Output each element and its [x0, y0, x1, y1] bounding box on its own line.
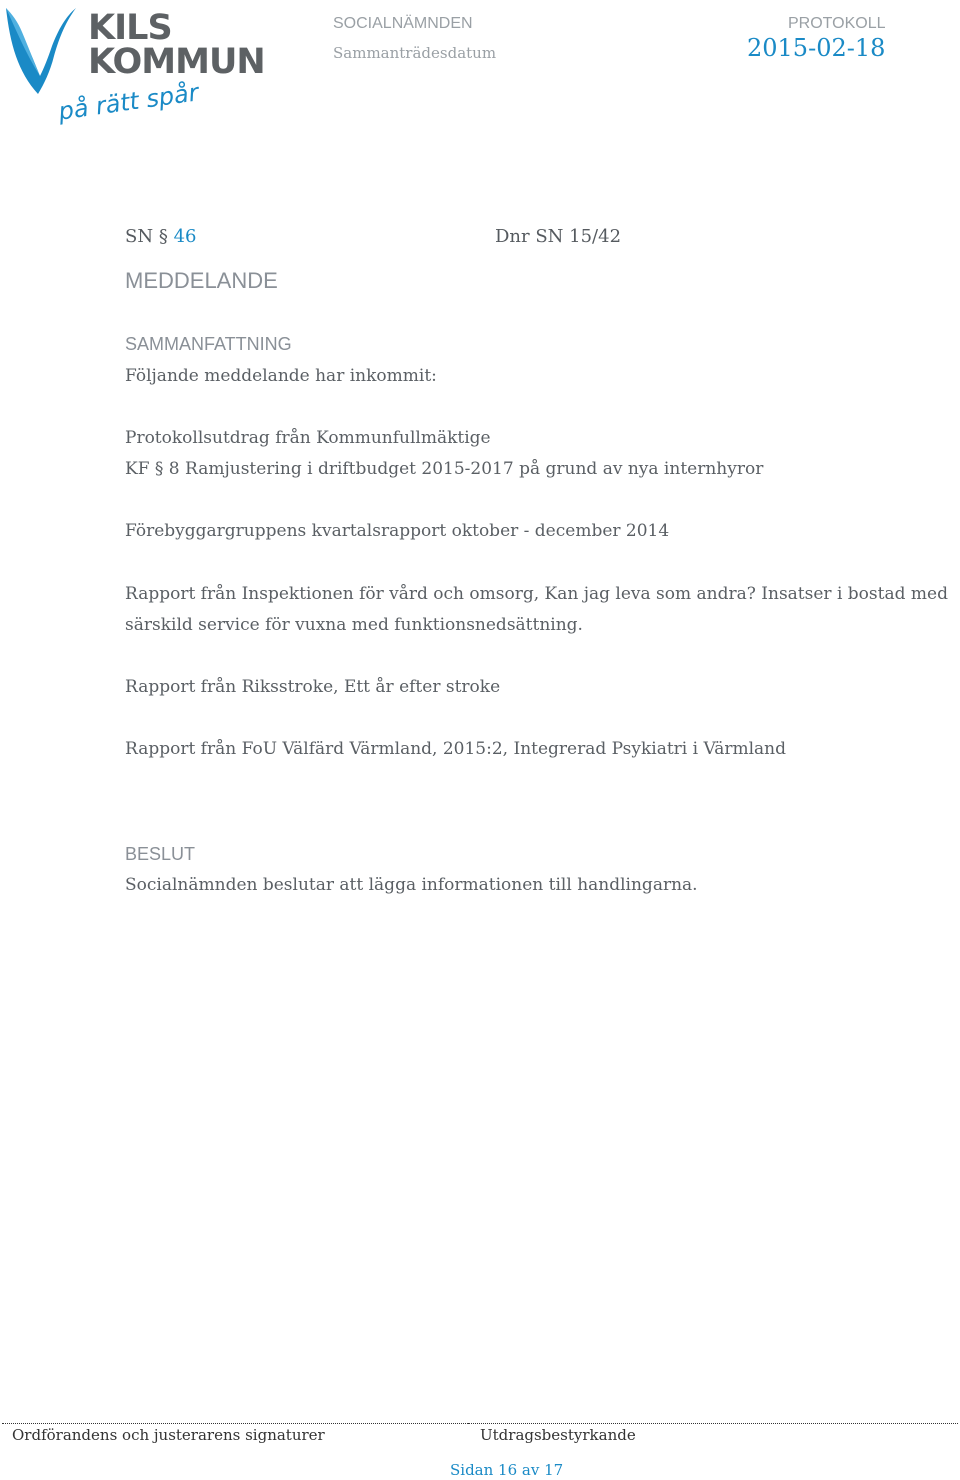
page-number: Sidan 16 av 17 [450, 1461, 564, 1479]
extract-label: Utdragsbestyrkande [480, 1426, 636, 1444]
extract-line [468, 1423, 958, 1424]
list-item: Rapport från FoU Välfärd Värmland, 2015:2, Integrerad Psykiatri i Värmland [125, 739, 786, 759]
logo-tagline: på rätt spår [56, 78, 201, 126]
logo-kommun-text: KOMMUN [88, 42, 265, 82]
decision-text: Socialnämnden beslutar att lägga informationen till handlingarna. [125, 875, 698, 895]
summary-heading: SAMMANFATTNING [125, 334, 292, 354]
case-paragraph [125, 226, 196, 247]
meeting-date: 2015-02-18 [747, 34, 886, 62]
decision-heading: BESLUT [125, 844, 196, 864]
case-number: 46 [173, 226, 197, 247]
page-title: MEDDELANDE [125, 268, 278, 293]
list-item: KF § 8 Ramjustering i driftbudget 2015-2017 på grund av nya internhyror [125, 459, 764, 479]
list-item: Rapport från Inspektionen för vård och omsorg, Kan jag leva som andra? Insatser i bostad med [125, 584, 948, 604]
summary-intro: Följande meddelande har inkommit: [125, 366, 437, 386]
list-item: Förebyggargruppens kvartalsrapport oktober - december 2014 [125, 521, 670, 541]
list-item: Rapport från Riksstroke, Ett år efter stroke [125, 677, 501, 697]
v-shield-icon [4, 6, 80, 98]
signatures-label: Ordförandens och justerarens signaturer [12, 1426, 325, 1444]
case-dnr: Dnr SN 15/42 [495, 226, 622, 247]
list-item: Protokollsutdrag från Kommunfullmäktige [125, 428, 491, 448]
paragraph-sign: § [158, 226, 168, 247]
case-prefix: SN [125, 226, 154, 247]
signature-line [2, 1423, 468, 1424]
meeting-date-label: Sammanträdesdatum [333, 44, 497, 62]
logo-kils-text: KILS [88, 8, 172, 48]
list-item: särskild service för vuxna med funktionsnedsättning. [125, 615, 583, 635]
doc-type: PROTOKOLL [788, 15, 886, 32]
kils-kommun-logo [4, 4, 265, 134]
committee-name: SOCIALNÄMNDEN [333, 15, 473, 32]
